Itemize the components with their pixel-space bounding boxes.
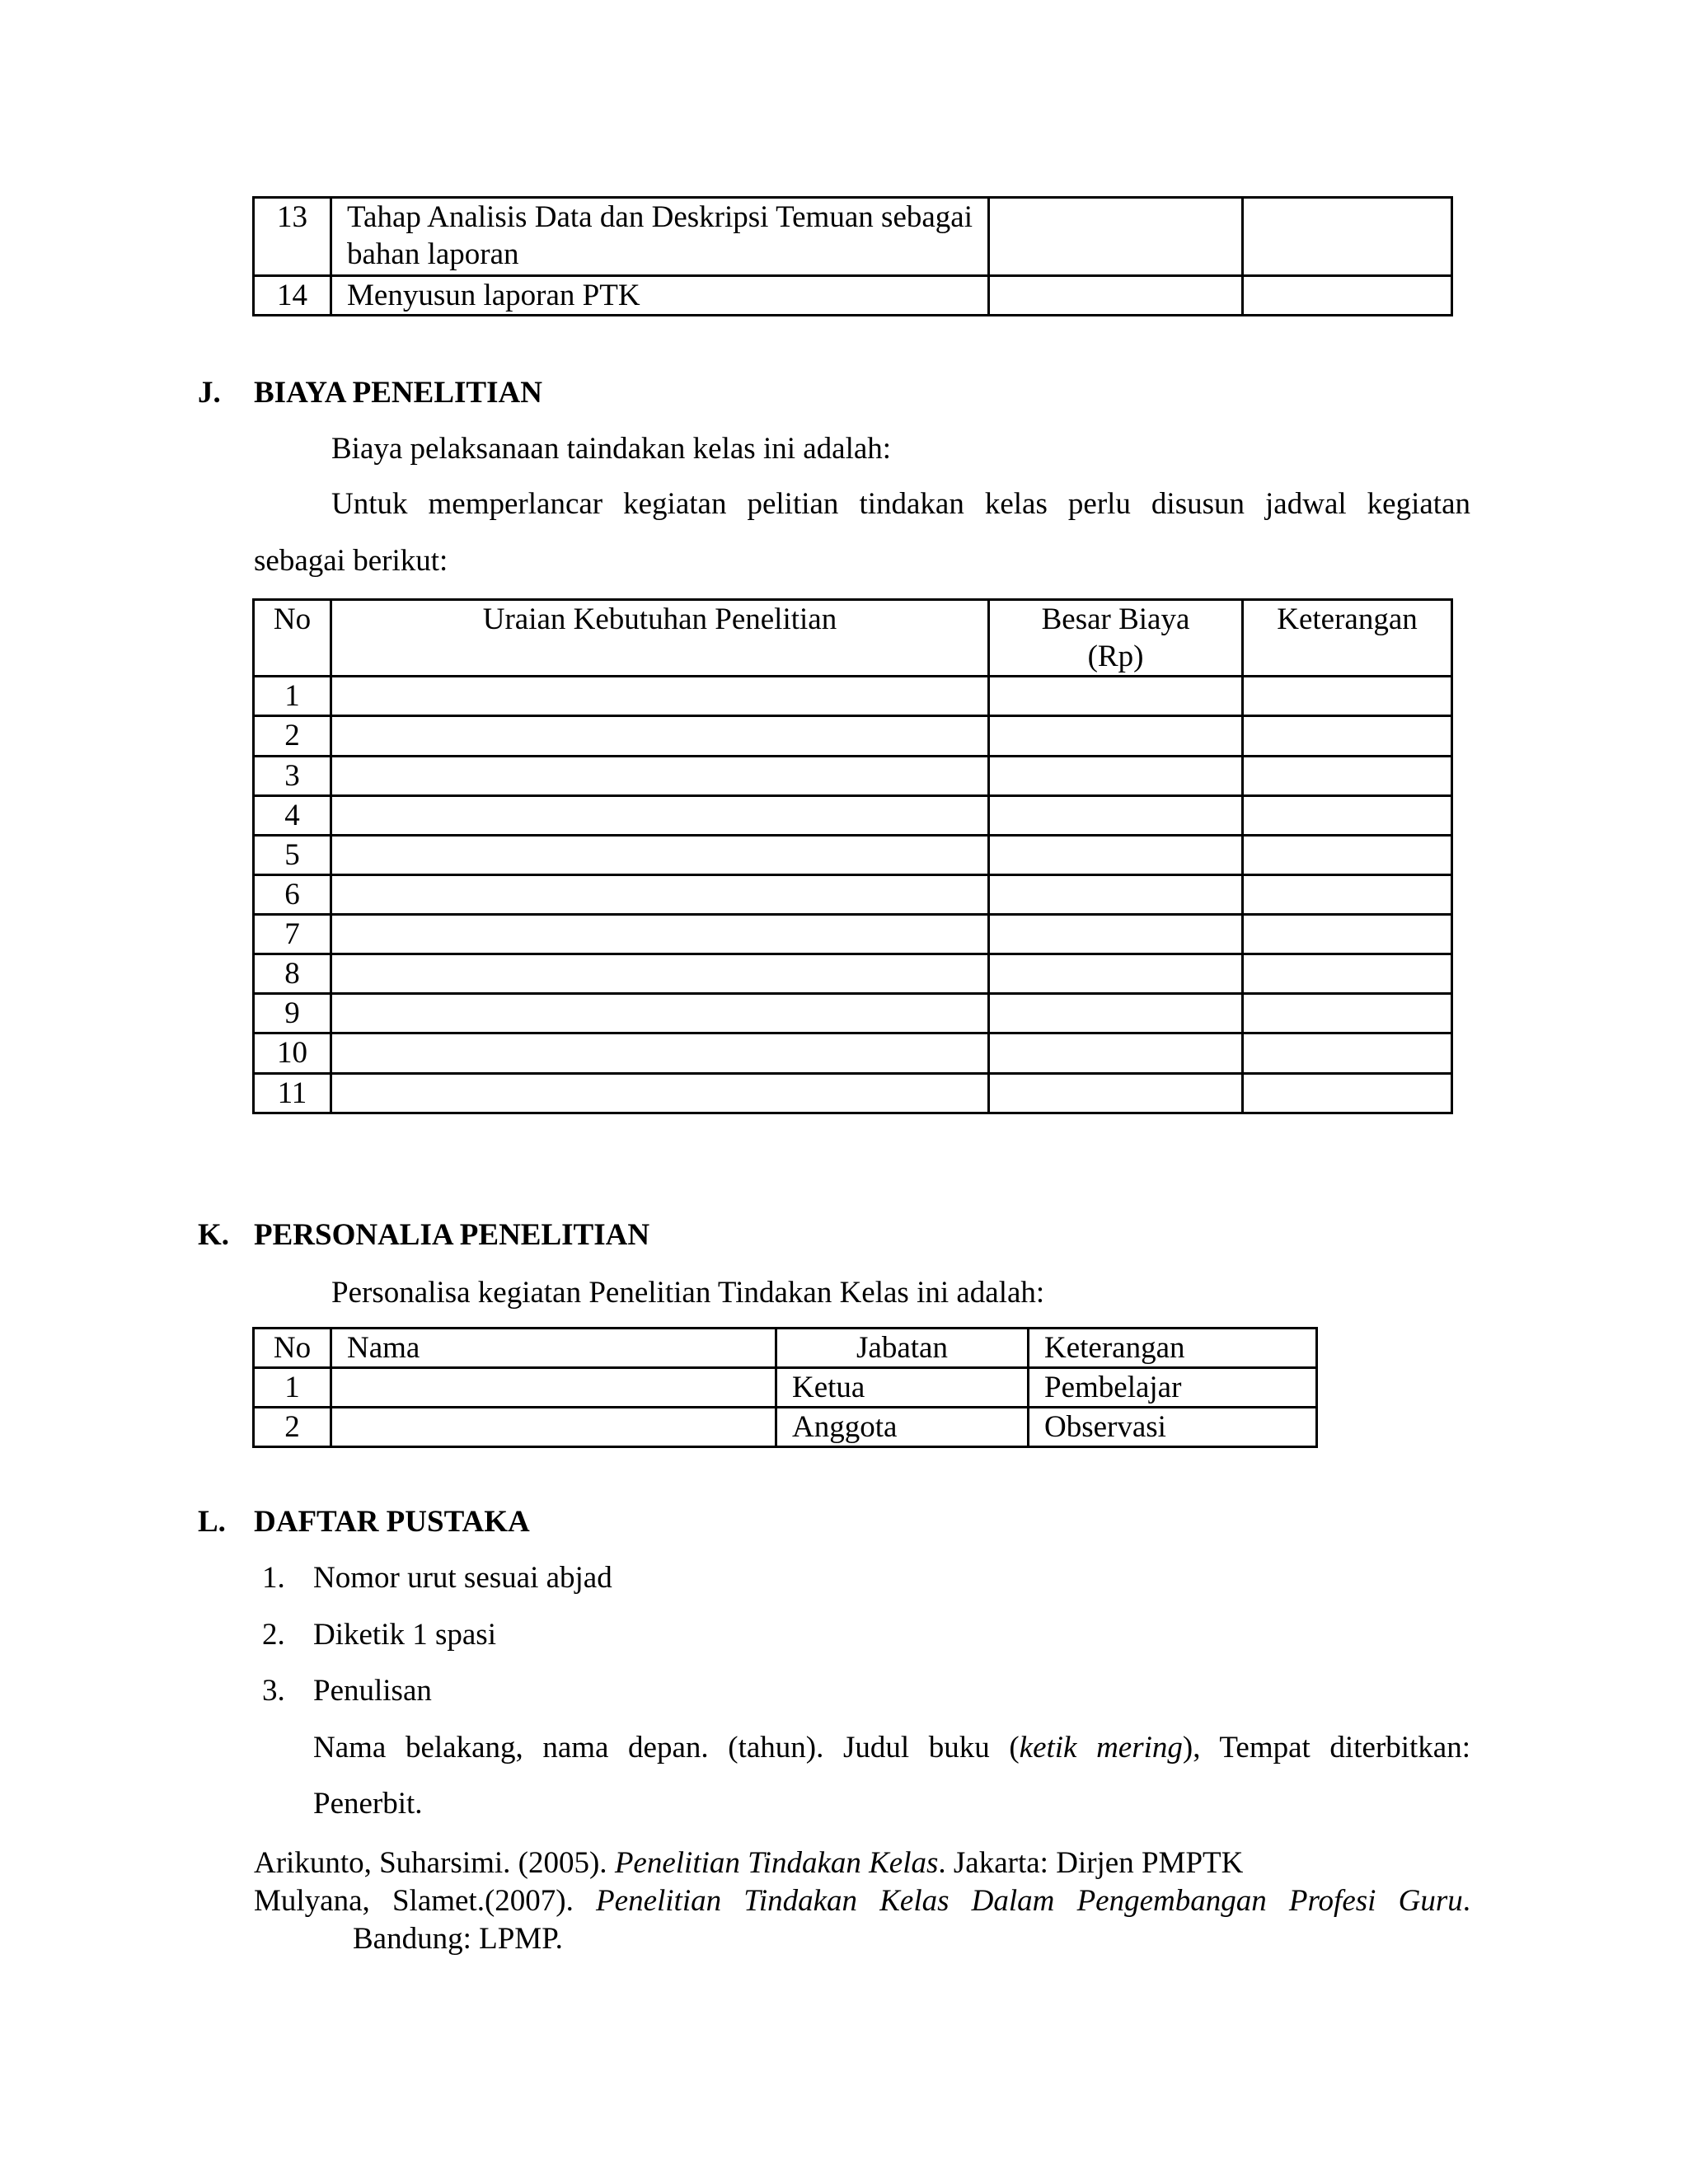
- reference-punct: .: [1462, 1884, 1470, 1918]
- header-keterangan: Keterangan: [1029, 1329, 1317, 1368]
- format-description-line1: [313, 1729, 1470, 1766]
- row-number: 13: [254, 198, 331, 276]
- list-text: Diketik 1 spasi: [313, 1618, 496, 1652]
- row-number: 8: [254, 954, 331, 994]
- list-number: 2.: [262, 1618, 285, 1652]
- section-letter: L.: [198, 1505, 226, 1539]
- format-italic: ketik mering: [1019, 1731, 1183, 1765]
- keterangan-cell: Pembelajar: [1029, 1368, 1317, 1408]
- table-row: [254, 835, 1452, 874]
- reference-entry: [254, 1882, 1470, 1919]
- list-number: 1.: [262, 1561, 285, 1595]
- biaya-intro: Biaya pelaksanaan taindakan kelas ini adalah:: [331, 432, 892, 466]
- section-title: PERSONALIA PENELITIAN: [254, 1218, 650, 1252]
- row-number: 4: [254, 795, 331, 835]
- budget-table-body: [254, 677, 1452, 1113]
- format-description-line2: Penerbit.: [313, 1787, 423, 1821]
- jabatan-cell: Ketua: [776, 1368, 1029, 1408]
- empty-cell: [989, 198, 1243, 276]
- table-row: [254, 994, 1452, 1033]
- table-row: [254, 954, 1452, 994]
- table-row: [254, 276, 1452, 316]
- empty-cell: [331, 795, 989, 835]
- table-row: [254, 1408, 1317, 1447]
- empty-cell: [989, 276, 1243, 316]
- empty-cell: [989, 835, 1243, 874]
- section-title: DAFTAR PUSTAKA: [254, 1505, 530, 1539]
- empty-cell: [1243, 915, 1452, 954]
- table-row: [254, 198, 1452, 276]
- table-row: [254, 1033, 1452, 1073]
- row-number: 1: [254, 1368, 331, 1408]
- format-text: Nama belakang, nama depan. (tahun). Judul buku (: [313, 1731, 1020, 1765]
- empty-cell: [1243, 198, 1452, 276]
- empty-cell: [1243, 716, 1452, 756]
- empty-cell: [1243, 677, 1452, 716]
- empty-cell: [331, 716, 989, 756]
- empty-cell: [989, 716, 1243, 756]
- empty-cell: [331, 835, 989, 874]
- empty-cell: [1243, 835, 1452, 874]
- biaya-paragraph-line2: sebagai berikut:: [254, 544, 448, 578]
- nama-cell: [331, 1368, 776, 1408]
- reference-title: Penelitian Tindakan Kelas: [614, 1846, 939, 1880]
- row-number: 10: [254, 1033, 331, 1073]
- list-text: Penulisan: [313, 1674, 432, 1708]
- empty-cell: [331, 756, 989, 795]
- row-number: 5: [254, 835, 331, 874]
- reference-author: Arikunto, Suharsimi. (2005).: [254, 1846, 615, 1880]
- row-number: 3: [254, 756, 331, 795]
- header-no: No: [254, 600, 331, 677]
- list-text: Nomor urut sesuai abjad: [313, 1561, 612, 1595]
- keterangan-cell: Observasi: [1029, 1408, 1317, 1447]
- section-letter: J.: [198, 376, 221, 410]
- row-number: 2: [254, 716, 331, 756]
- reference-continuation: Bandung: LPMP.: [353, 1922, 563, 1956]
- row-number: 1: [254, 677, 331, 716]
- header-uraian: Uraian Kebutuhan Penelitian: [331, 600, 989, 677]
- section-letter: K.: [198, 1218, 230, 1252]
- empty-cell: [1243, 1033, 1452, 1073]
- empty-cell: [1243, 994, 1452, 1033]
- list-number: 3.: [262, 1674, 285, 1708]
- empty-cell: [331, 1073, 989, 1113]
- personnel-table: [252, 1327, 1318, 1448]
- header-besar-biaya: Besar Biaya (Rp): [989, 600, 1243, 677]
- jabatan-cell: Anggota: [776, 1408, 1029, 1447]
- biaya-paragraph-line1: Untuk memperlancar kegiatan pelitian tindakan kelas perlu disusun jadwal kegiatan: [331, 487, 1470, 521]
- table-row: [254, 756, 1452, 795]
- empty-cell: [1243, 954, 1452, 994]
- header-no: No: [254, 1329, 331, 1368]
- activity-cell: Tahap Analisis Data dan Deskripsi Temuan sebagai bahan laporan: [331, 198, 989, 276]
- nama-cell: [331, 1408, 776, 1447]
- empty-cell: [1243, 874, 1452, 914]
- reference-title: Penelitian Tindakan Kelas Dalam Pengembangan Profesi Guru: [596, 1884, 1463, 1918]
- empty-cell: [331, 994, 989, 1033]
- table-row: [254, 1073, 1452, 1113]
- reference-publisher: . Jakarta: Dirjen PMPTK: [938, 1846, 1244, 1880]
- budget-table: [252, 598, 1453, 1114]
- row-number: 11: [254, 1073, 331, 1113]
- empty-cell: [1243, 276, 1452, 316]
- format-text: ), Tempat diterbitkan:: [1182, 1731, 1470, 1765]
- empty-cell: [331, 677, 989, 716]
- reference-entry: [254, 1844, 1243, 1882]
- row-number: 7: [254, 915, 331, 954]
- section-title: BIAYA PENELITIAN: [254, 376, 542, 410]
- empty-cell: [1243, 1073, 1452, 1113]
- empty-cell: [989, 954, 1243, 994]
- row-number: 2: [254, 1408, 331, 1447]
- header-keterangan: Keterangan: [1243, 600, 1452, 677]
- table-row: [254, 874, 1452, 914]
- schedule-table-continued: [252, 196, 1453, 316]
- empty-cell: [989, 994, 1243, 1033]
- row-number: 6: [254, 874, 331, 914]
- personalia-intro: Personalisa kegiatan Penelitian Tindakan Kelas ini adalah:: [331, 1276, 1045, 1310]
- empty-cell: [989, 874, 1243, 914]
- empty-cell: [989, 756, 1243, 795]
- empty-cell: [989, 1033, 1243, 1073]
- table-row: [254, 795, 1452, 835]
- activity-cell: Menyusun laporan PTK: [331, 276, 989, 316]
- empty-cell: [1243, 756, 1452, 795]
- empty-cell: [989, 677, 1243, 716]
- row-number: 9: [254, 994, 331, 1033]
- empty-cell: [331, 1033, 989, 1073]
- table-row: [254, 1368, 1317, 1408]
- row-number: 14: [254, 276, 331, 316]
- table-row: [254, 716, 1452, 756]
- table-row: [254, 677, 1452, 716]
- empty-cell: [989, 915, 1243, 954]
- reference-author: Mulyana, Slamet.(2007).: [254, 1884, 597, 1918]
- empty-cell: [989, 795, 1243, 835]
- empty-cell: [331, 915, 989, 954]
- header-nama: Nama: [331, 1329, 776, 1368]
- table-row: [254, 915, 1452, 954]
- empty-cell: [331, 954, 989, 994]
- empty-cell: [331, 874, 989, 914]
- empty-cell: [1243, 795, 1452, 835]
- table-header-row: [254, 1329, 1317, 1368]
- table-header-row: [254, 600, 1452, 677]
- header-jabatan: Jabatan: [776, 1329, 1029, 1368]
- empty-cell: [989, 1073, 1243, 1113]
